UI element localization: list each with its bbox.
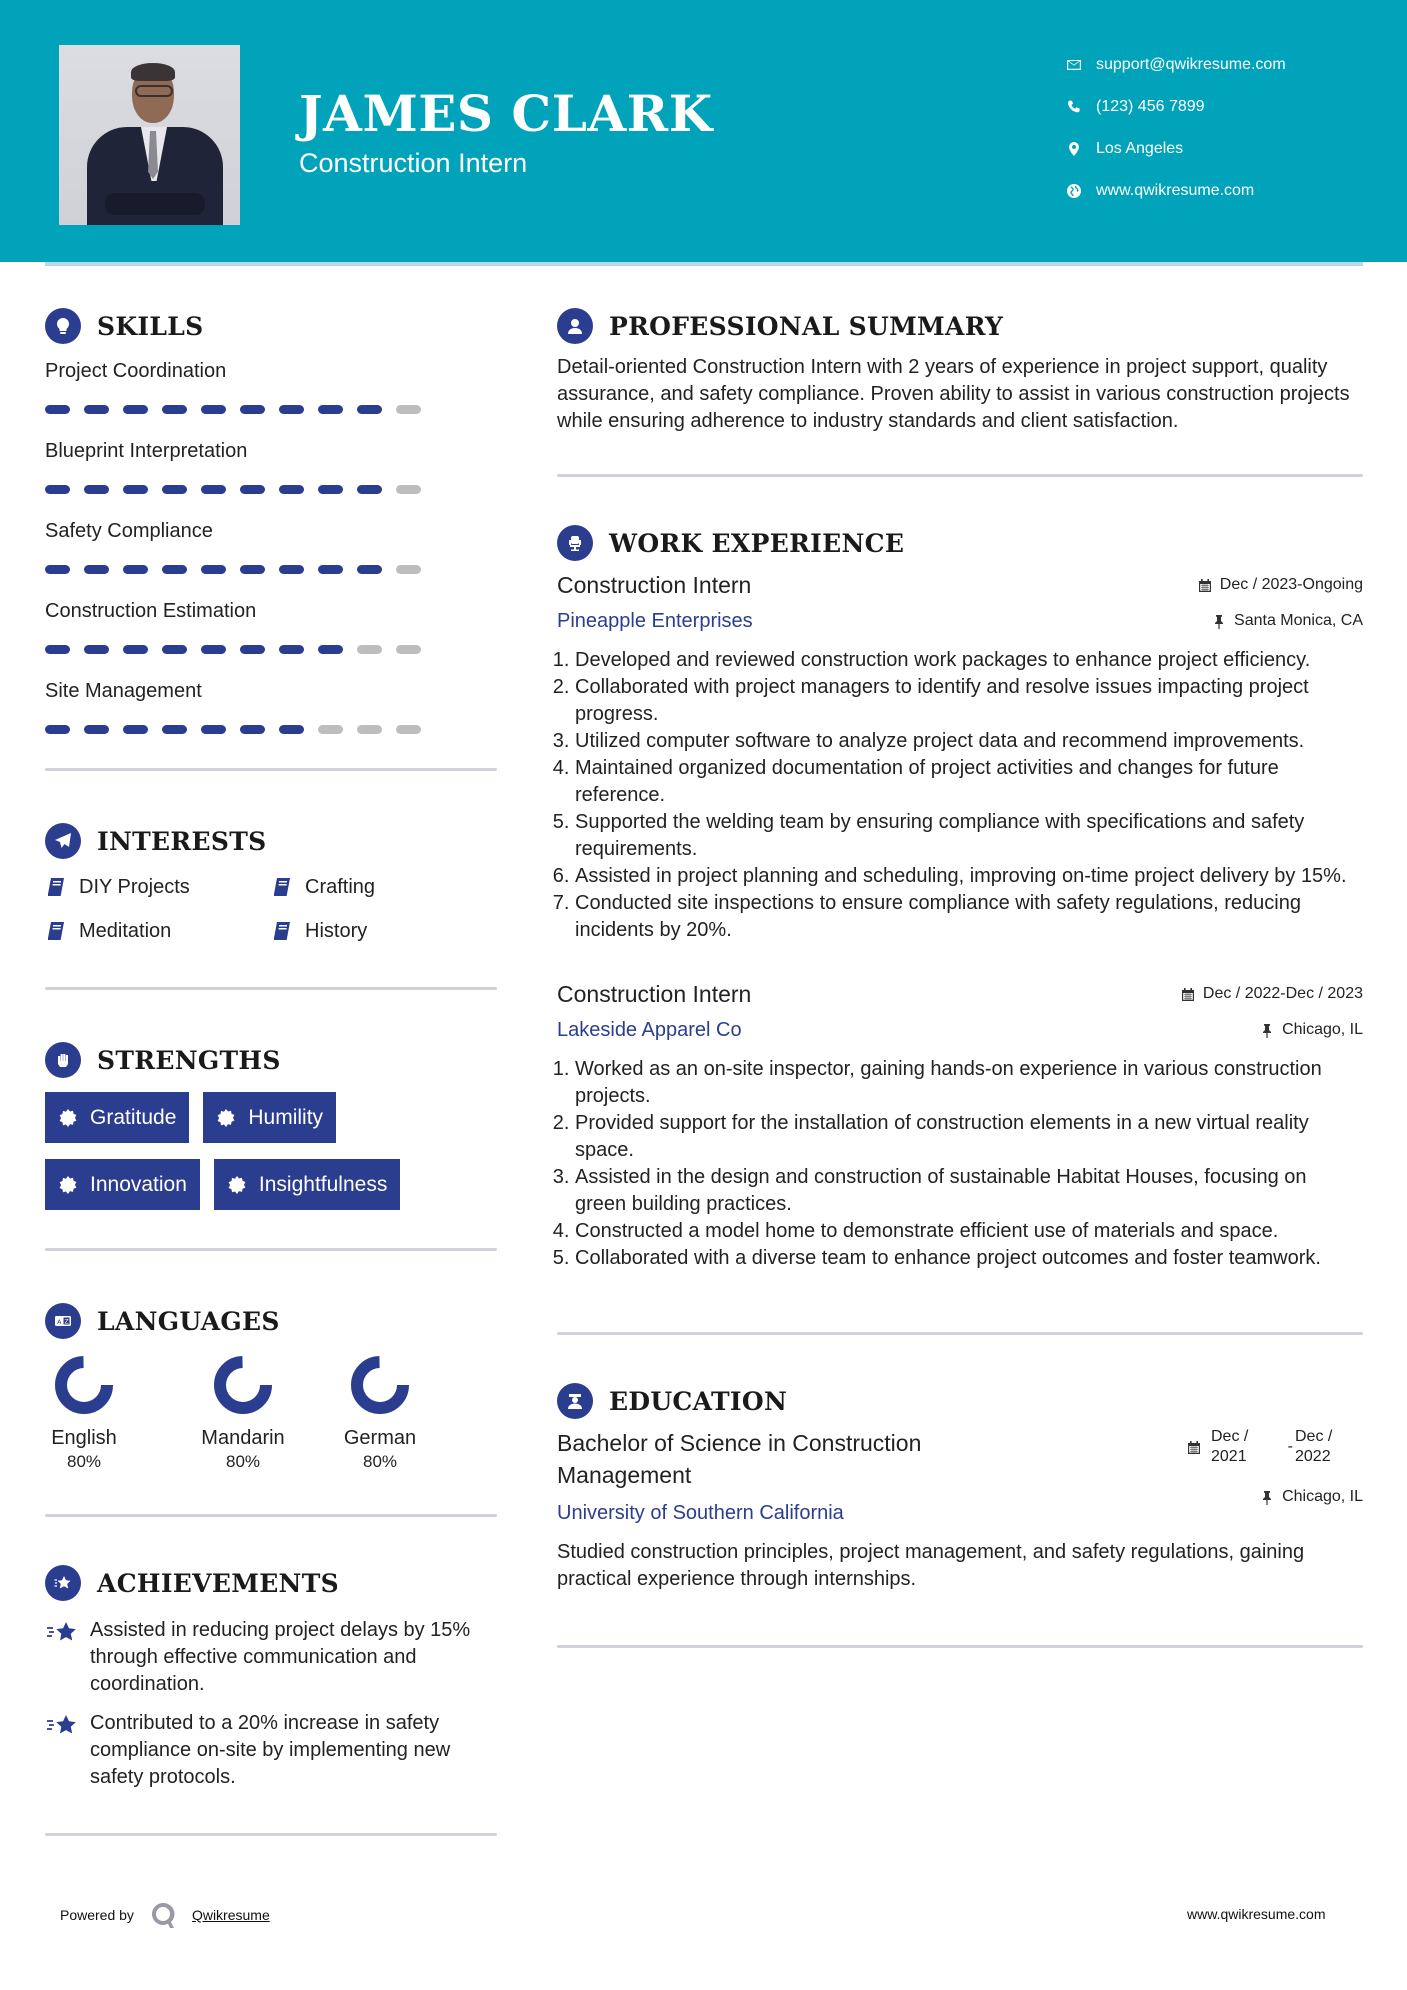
qwikresume-logo-icon [148,1900,178,1930]
skills-heading [45,300,497,352]
level-dash-filled [357,405,382,414]
candidate-name: JAMES CLARK [299,84,713,143]
level-dash-filled [123,565,148,574]
summary-heading [557,300,1363,352]
interests-list [45,871,497,947]
level-dash-empty [396,725,421,734]
globe-icon [1066,183,1096,199]
calendar-icon [1187,1440,1201,1455]
graduate-icon [557,1383,593,1419]
level-dash-filled [279,565,304,574]
interest-item: Meditation [45,915,271,947]
level-dash-filled [279,725,304,734]
section-divider [45,768,497,771]
job-location: Santa Monica, CA [1198,605,1363,637]
pushpin-icon [1212,614,1226,629]
calendar-icon [1181,987,1195,1002]
shooting-star-icon [45,1620,79,1646]
strength-chip: Innovation [45,1159,200,1210]
duty-item: 4. Constructed a model home to demonstrate efficient use of materials and space. [575,1218,1363,1245]
job-entry [557,569,1363,944]
experience-section [557,517,1363,1335]
contact-email-text: support@qwikresume.com [1096,56,1286,73]
footer-powered-by: Powered by Qwikresume [60,1900,270,1930]
education-dates: Dec / 2021 - Dec / 2022 [1173,1427,1363,1467]
education-title: EDUCATION [609,1386,788,1416]
resume-header [0,0,1407,262]
interest-item: Crafting [271,871,497,903]
job-title: Construction Intern [557,981,752,1007]
level-dash-filled [357,565,382,574]
level-dash-filled [240,565,265,574]
level-dash-filled [84,405,109,414]
achievements-title: ACHIEVEMENTS [97,1568,339,1598]
skill-level-bar [45,706,497,752]
level-dash-filled [279,485,304,494]
level-dash-filled [162,405,187,414]
strengths-section [45,1034,497,1251]
level-dash-filled [162,565,187,574]
job-dates: Dec / 2023-Ongoing [1198,569,1363,601]
strength-chip: Insightfulness [214,1159,400,1210]
badge-icon [58,1108,78,1128]
skill-name: Site Management [45,680,202,702]
achievements-heading [45,1557,497,1609]
duty-item: 2. Collaborated with project managers to identify and resolve issues impacting project progress. [575,674,1363,728]
level-dash-filled [240,485,265,494]
strength-chip: Humility [203,1092,336,1143]
job-company: Pineapple Enterprises [557,610,753,632]
level-dash-filled [84,645,109,654]
level-dash-filled [123,725,148,734]
level-dash-filled [123,645,148,654]
level-dash-filled [279,405,304,414]
level-dash-filled [45,405,70,414]
job-location: Chicago, IL [1181,1014,1363,1046]
job-company: Lakeside Apparel Co [557,1019,742,1041]
progress-ring-icon [54,1355,114,1415]
lightbulb-icon [45,308,81,344]
duty-item: 2. Provided support for the installation of construction elements in a new virtual reality space. [575,1110,1363,1164]
level-dash-empty [318,725,343,734]
duty-item: 7. Conducted site inspections to ensure compliance with safety regulations, reducing incidents by 20%. [575,890,1363,944]
level-dash-filled [357,485,382,494]
education-heading [557,1375,1363,1427]
translate-icon [45,1303,81,1339]
pushpin-icon [1260,1023,1274,1038]
summary-section [557,300,1363,477]
job-duties [557,647,1363,944]
job-duties [557,1056,1363,1272]
education-description: Studied construction principles, project management, and safety regulations, gaining practical experience through internships. [557,1541,1305,1590]
interest-item: History [271,915,497,947]
footer-website[interactable]: www.qwikresume.com [1187,1906,1326,1922]
skill-level-bar [45,546,497,592]
progress-ring-icon [350,1355,410,1415]
book-icon [45,920,67,942]
strengths-heading [45,1034,497,1086]
level-dash-empty [396,645,421,654]
duty-item: 4. Maintained organized documentation of project activities and changes for future reference. [575,755,1363,809]
pushpin-icon [1260,1490,1274,1505]
language-item: German 80% [335,1355,425,1472]
interests-heading [45,815,497,867]
education-location: Chicago, IL [1173,1481,1363,1513]
header-divider [45,262,1363,266]
contact-phone-text: (123) 456 7899 [1096,98,1205,115]
paper-plane-icon [45,823,81,859]
languages-section [45,1295,497,1517]
level-dash-filled [84,485,109,494]
strengths-title: STRENGTHS [97,1045,281,1075]
qwikresume-link[interactable]: Qwikresume [191,1907,270,1923]
strength-chip: Gratitude [45,1092,189,1143]
section-divider [557,1645,1363,1648]
level-dash-empty [357,645,382,654]
contact-website-text: www.qwikresume.com [1096,182,1255,199]
degree: Bachelor of Science in Construction Management [557,1430,922,1488]
star-icon [45,1565,81,1601]
skills-title: SKILLS [97,311,204,341]
skill-name: Safety Compliance [45,520,213,542]
book-icon [271,920,293,942]
level-dash-filled [318,405,343,414]
skill-level-bar [45,626,497,672]
profile-photo [59,45,240,225]
map-pin-icon [1066,141,1096,157]
level-dash-filled [162,485,187,494]
right-column [557,300,1363,1648]
level-dash-filled [201,485,226,494]
experience-title: WORK EXPERIENCE [609,528,905,558]
level-dash-filled [240,645,265,654]
chair-icon [557,525,593,561]
duty-item: 5. Supported the welding team by ensuring compliance with specifications and safety requirements. [575,809,1363,863]
level-dash-empty [396,485,421,494]
achievement-item: Contributed to a 20% increase in safety compliance on-site by implementing new safety protocols. [45,1710,497,1791]
duty-item: 6. Assisted in project planning and scheduling, improving on-time project delivery by 15%. [575,863,1363,890]
interests-title: INTERESTS [97,826,267,856]
envelope-icon [1066,57,1096,73]
languages-title: LANGUAGES [97,1306,280,1336]
duty-item: 5. Collaborated with a diverse team to enhance project outcomes and foster teamwork. [575,1245,1363,1272]
badge-icon [227,1175,247,1195]
level-dash-filled [318,645,343,654]
level-dash-filled [318,485,343,494]
job-title: Construction Intern [557,572,752,598]
skill-level-bar [45,466,497,512]
experience-heading [557,517,1363,569]
skill-name: Construction Estimation [45,600,257,622]
contact-website[interactable] [1066,170,1286,212]
level-dash-filled [123,405,148,414]
language-item: English 80% [45,1355,123,1472]
user-icon [557,308,593,344]
level-dash-empty [396,405,421,414]
level-dash-filled [240,405,265,414]
skill-name: Blueprint Interpretation [45,440,248,462]
contact-list [1066,44,1286,212]
level-dash-filled [84,725,109,734]
calendar-icon [1198,578,1212,593]
skills-section [45,300,497,771]
level-dash-filled [162,645,187,654]
level-dash-filled [45,725,70,734]
level-dash-filled [201,565,226,574]
languages-list [45,1355,497,1472]
duty-item: 1. Developed and reviewed construction work packages to enhance project efficiency. [575,647,1363,674]
achievement-item: Assisted in reducing project delays by 15% through effective communication and coordination. [45,1617,497,1698]
level-dash-filled [45,485,70,494]
achievements-section [45,1557,497,1836]
duty-item: 3. Assisted in the design and construction of sustainable Habitat Houses, focusing on green building practices. [575,1164,1363,1218]
duty-item: 3. Utilized computer software to analyze project data and recommend improvements. [575,728,1363,755]
section-divider [45,1248,497,1251]
level-dash-filled [279,645,304,654]
skill-name: Project Coordination [45,360,227,382]
interest-item: DIY Projects [45,871,271,903]
interests-section [45,815,497,990]
phone-icon [1066,99,1096,115]
contact-phone[interactable] [1066,86,1286,128]
left-column [45,300,497,1836]
summary-title: PROFESSIONAL SUMMARY [609,311,1004,341]
job-entry [557,978,1363,1272]
section-divider [557,474,1363,477]
svg-text:Z: Z [64,1318,69,1326]
fist-icon [45,1042,81,1078]
duty-item: 1. Worked as an on-site inspector, gaining hands-on experience in various construction projects. [575,1056,1363,1110]
contact-location-text: Los Angeles [1096,140,1184,157]
level-dash-filled [45,645,70,654]
languages-heading [45,1295,497,1347]
badge-icon [216,1108,236,1128]
skill-level-bar [45,386,497,432]
level-dash-empty [396,565,421,574]
section-divider [557,1332,1363,1335]
section-divider [45,1514,497,1517]
svg-text:A: A [57,1319,62,1326]
badge-icon [58,1175,78,1195]
job-dates: Dec / 2022-Dec / 2023 [1181,978,1363,1010]
level-dash-filled [201,645,226,654]
level-dash-empty [357,725,382,734]
candidate-title: Construction Intern [299,148,528,178]
progress-ring-icon [213,1355,273,1415]
shooting-star-icon [45,1713,79,1739]
contact-email[interactable] [1066,44,1286,86]
level-dash-filled [162,725,187,734]
strengths-list [45,1092,465,1210]
contact-location [1066,128,1286,170]
level-dash-filled [201,725,226,734]
school: University of Southern California [557,1502,844,1524]
book-icon [271,876,293,898]
level-dash-filled [201,405,226,414]
section-divider [45,987,497,990]
language-item: Mandarin 80% [191,1355,295,1472]
level-dash-filled [84,565,109,574]
summary-text: Detail-oriented Construction Intern with 2 years of experience in project support, quality assurance, and safety compliance. Proven ability to assist in various construction projects while ensuring adherence to industry standards and client satisfaction. [557,356,1350,432]
book-icon [45,876,67,898]
level-dash-filled [318,565,343,574]
level-dash-filled [240,725,265,734]
level-dash-filled [123,485,148,494]
section-divider [45,1833,497,1836]
education-section [557,1375,1363,1648]
level-dash-filled [45,565,70,574]
